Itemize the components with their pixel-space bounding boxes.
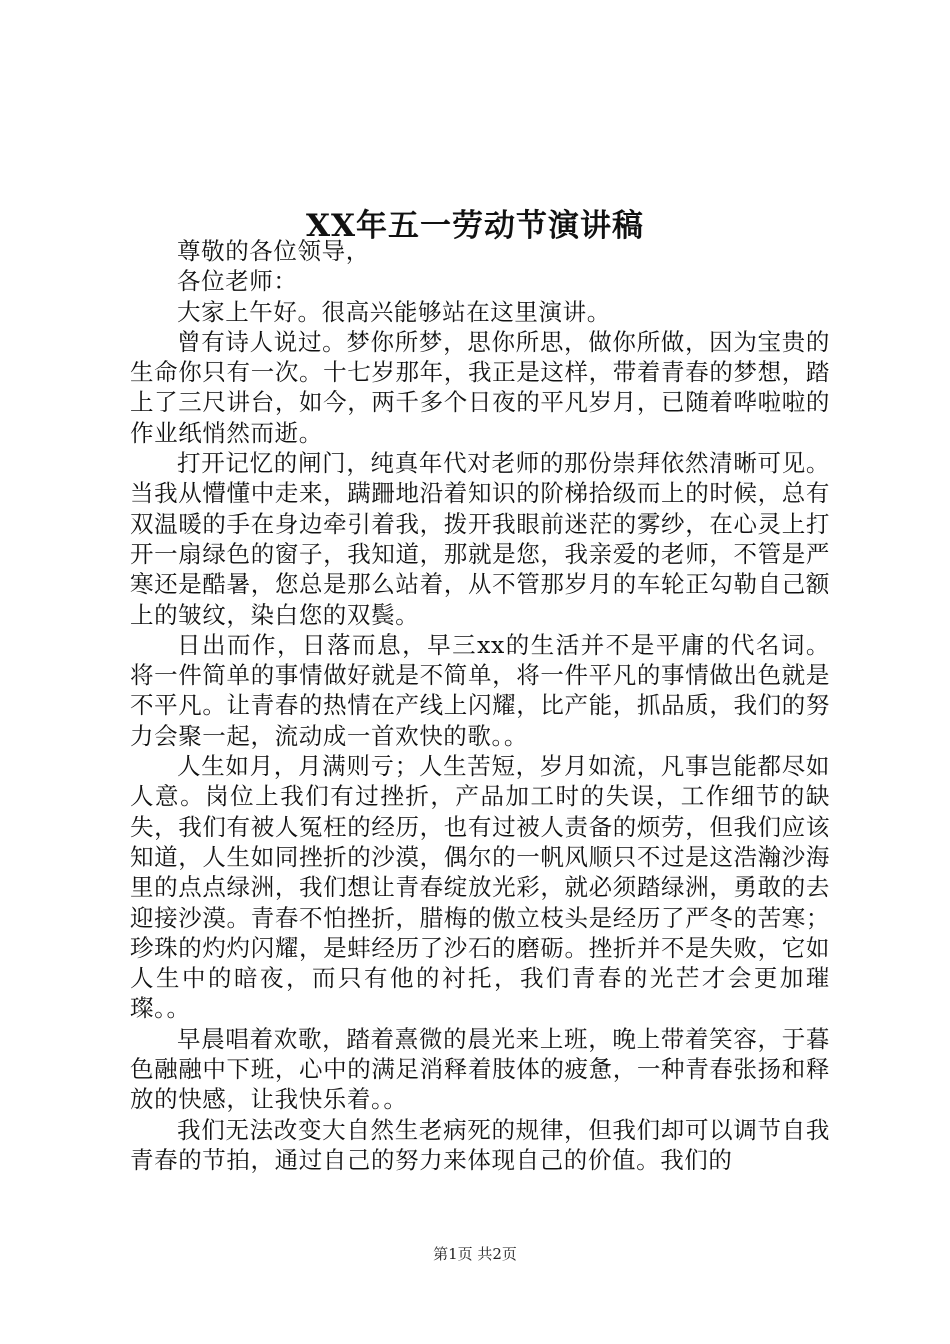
paragraph-nature: 我们无法改变大自然生老病死的规律，但我们却可以调节自我青春的节拍，通过自己的努力来体现自己的价值。我们的 [130, 1115, 830, 1174]
page-footer: 第1页 共2页 [433, 1245, 517, 1263]
paragraph-work: 日出而作，日落而息，早三xx的生活并不是平庸的代名词。将一件简单的事情做好就是不简单，将一件平凡的事情做出色就是不平凡。让青春的热情在产线上闪耀，比产能，抓品质，我们的努力会聚一起，流动成一首欢快的歌。。 [130, 630, 830, 750]
paragraph-life: 人生如月，月满则亏；人生苦短，岁月如流，凡事岂能都尽如人意。岗位上我们有过挫折，产品加工时的失误，工作细节的缺失，我们有被人冤枉的经历，也有过被人责备的烦劳，但我们应该知道，人生如同挫折的沙漠，偶尔的一帆风顺只不过是这浩瀚沙海里的点点绿洲，我们想让青春绽放光彩，就必须踏绿洲，勇敢的去迎接沙漠。青春不怕挫折，腊梅的傲立枝头是经历了严冬的苦寒；珍珠的灼灼闪耀，是蚌经历了沙石的磨砺。挫折并不是失败，它如人生中的暗夜，而只有他的衬托，我们青春的光芒才会更加璀璨。。 [130, 752, 830, 1023]
paragraph-salutation-teachers: 各位老师： [177, 267, 298, 296]
page-title: XX年五一劳动节演讲稿 [305, 207, 645, 244]
paragraph-morning: 早晨唱着欢歌，踏着熹微的晨光来上班，晚上带着笑容，于暮色融融中下班，心中的满足消释着肢体的疲惫，一种青春张扬和释放的快感，让我快乐着。。 [130, 1024, 830, 1114]
speech-body [130, 236, 830, 1175]
paragraph-greeting: 大家上午好。很高兴能够站在这里演讲。 [177, 297, 611, 326]
paragraph-poet: 曾有诗人说过。梦你所梦，思你所思，做你所做，因为宝贵的生命你只有一次。十七岁那年，我正是这样，带着青春的梦想，踏上了三尺讲台，如今，两千多个日夜的平凡岁月，已随着哗啦啦的作业纸悄然而逝。 [130, 327, 830, 447]
paragraph-salutation-leaders: 尊敬的各位领导， [177, 237, 370, 265]
paragraph-memory: 打开记忆的闸门，纯真年代对老师的那份崇拜依然清晰可见。当我从懵懂中走来，蹒跚地沿着知识的阶梯拾级而上的时候，总有双温暖的手在身边牵引着我，拨开我眼前迷茫的雾纱，在心灵上打开一扇绿色的窗子，我知道，那就是您，我亲爱的老师，不管是严寒还是酷暑，您总是那么站着，从不管那岁月的车轮正勾勒自己额上的皱纹，染白您的双鬓。 [130, 449, 830, 629]
